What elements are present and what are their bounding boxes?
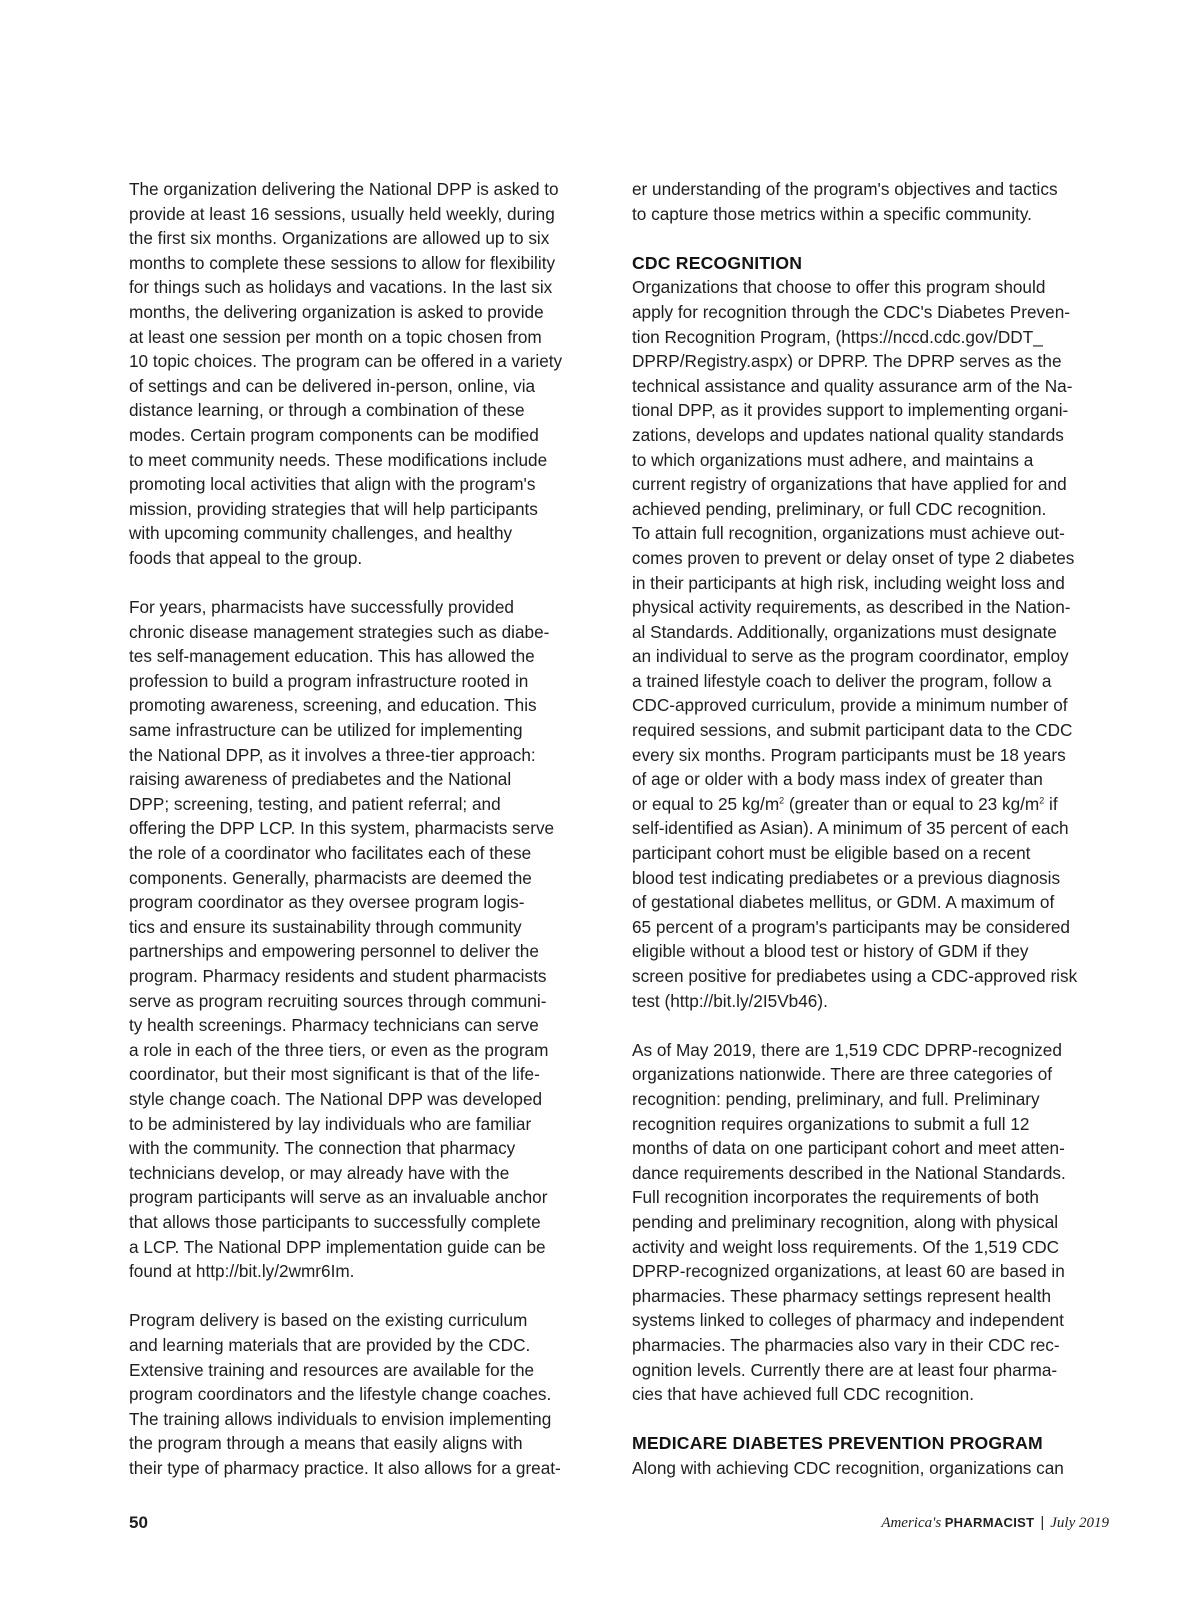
text-line: same infrastructure can be utilized for implementing (129, 720, 523, 741)
page-footer (129, 1513, 1109, 1539)
text-line: an individual to serve as the program coordinator, employ (632, 646, 1069, 667)
text-line: components. Generally, pharmacists are deemed the (129, 867, 532, 888)
text-line: profession to build a program infrastructure rooted in (129, 670, 529, 691)
text-line: tion Recognition Program, (https://nccd.cdc.gov/DDT_ (632, 326, 1043, 347)
text-line: to which organizations must adhere, and maintains a (632, 449, 1034, 470)
text-line: months of data on one participant cohort and meet atten- (632, 1138, 1065, 1159)
text-line: comes proven to prevent or delay onset of type 2 diabetes (632, 547, 1075, 568)
text-line: dance requirements described in the National Standards. (632, 1162, 1066, 1183)
text-line: months to complete these sessions to allow for flexibility (129, 252, 556, 273)
text-line: months, the delivering organization is asked to provide (129, 301, 544, 322)
text-line: For years, pharmacists have successfully provided (129, 597, 514, 618)
text-line: a LCP. The National DPP implementation guide can be (129, 1236, 546, 1257)
text-line: provide at least 16 sessions, usually held weekly, during (129, 203, 555, 224)
right-column (632, 177, 1100, 1480)
text-line: of settings and can be delivered in-person, online, via (129, 375, 536, 396)
text-line: pharmacies. The pharmacies also vary in their CDC rec- (632, 1334, 1060, 1355)
text-line: 10 topic choices. The program can be offered in a variety (129, 351, 563, 372)
heading-medicare-dpp: MEDICARE DIABETES PREVENTION PROGRAM (632, 1433, 1043, 1454)
text-line: systems linked to colleges of pharmacy and independent (632, 1310, 1064, 1331)
text-line: er understanding of the program's objectives and tactics (632, 179, 1058, 199)
left-column (129, 177, 597, 1480)
text-line: found at http://bit.ly/2wmr6Im. (129, 1261, 355, 1282)
text-line: blood test indicating prediabetes or a previous diagnosis (632, 867, 1061, 888)
text-line: to be administered by lay individuals who are familiar (129, 1113, 532, 1134)
text-line: participant cohort must be eligible based on a recent (632, 843, 1031, 864)
text-line: ty health screenings. Pharmacy technicians can serve (129, 1015, 539, 1036)
text-line: al Standards. Additionally, organizations must designate (632, 621, 1057, 642)
text-line: technical assistance and quality assurance arm of the Na- (632, 375, 1073, 396)
right-block-continuation (632, 177, 1100, 226)
text-line: modes. Certain program components can be modified (129, 424, 539, 445)
text-line: with the community. The connection that pharmacy (129, 1138, 516, 1159)
text-line: every six months. Program participants must be 18 years (632, 744, 1066, 765)
dprp-recognized-paragraph (632, 1038, 1100, 1407)
text-line: 65 percent of a program's participants may be considered (632, 916, 1070, 937)
text-line: Along with achieving CDC recognition, organizations can (632, 1457, 1064, 1478)
text-line: program coordinators and the lifestyle change coaches. (129, 1384, 552, 1405)
heading-cdc-recognition: CDC RECOGNITION (632, 252, 803, 273)
text-line: tional DPP, as it provides support to implementing organi- (632, 400, 1069, 421)
text-line: pending and preliminary recognition, along with physical (632, 1211, 1059, 1232)
text-line: to meet community needs. These modifications include (129, 449, 548, 470)
text-line: The training allows individuals to envision implementing (129, 1408, 552, 1429)
text-line: tes self-management education. This has allowed the (129, 646, 535, 667)
text-line: cies that have achieved full CDC recognition. (632, 1384, 975, 1405)
text-line: program coordinator as they oversee program logis- (129, 892, 525, 913)
text-line: CDC-approved curriculum, provide a minimum number of (632, 695, 1068, 716)
text-line: mission, providing strategies that will help participants (129, 498, 538, 519)
text-line: style change coach. The National DPP was developed (129, 1088, 543, 1109)
masthead-date: July 2019 (1050, 1515, 1109, 1531)
masthead-italic: America's (881, 1515, 942, 1531)
text-line: apply for recognition through the CDC's Diabetes Preven- (632, 301, 1070, 322)
text-line: and learning materials that are provided by the CDC. (129, 1334, 531, 1355)
bmi-line: or equal to 25 $kg/m^2$ (greater than or equal to 23 $kg/m^2$ if (632, 793, 1058, 814)
text-line: achieved pending, preliminary, or full CDC recognition. (632, 498, 1047, 519)
masthead-separator: | (1040, 1514, 1045, 1531)
text-line: in their participants at high risk, including weight loss and (632, 572, 1065, 593)
text-line: pharmacies. These pharmacy settings represent health (632, 1285, 1052, 1306)
text-line: required sessions, and submit participant data to the CDC (632, 720, 1073, 741)
cdc-recognition-text (632, 275, 1100, 791)
text-line: physical activity requirements, as described in the Nation- (632, 597, 1071, 618)
text-line: eligible without a blood test or history of GDM if they (632, 941, 1029, 962)
text-line: the National DPP, as it involves a three-tier approach: (129, 744, 536, 765)
text-line: that allows those participants to successfully complete (129, 1211, 541, 1232)
text-line: Extensive training and resources are available for the (129, 1359, 535, 1380)
text-line: recognition requires organizations to submit a full 12 (632, 1113, 1030, 1134)
text-line: To attain full recognition, organizations must achieve out- (632, 523, 1065, 544)
text-line: DPRP-recognized organizations, at least 60 are based in (632, 1261, 1065, 1282)
text-line: the program through a means that easily aligns with (129, 1433, 523, 1454)
text-line: of gestational diabetes mellitus, or GDM. A maximum of (632, 892, 1055, 913)
text-line: activity and weight loss requirements. Of the 1,519 CDC (632, 1236, 1060, 1257)
text-line: raising awareness of prediabetes and the National (129, 769, 512, 790)
text-line: chronic disease management strategies such as diabe- (129, 621, 550, 642)
text-line: with upcoming community challenges, and healthy (129, 523, 513, 544)
text-line: their type of pharmacy practice. It also allows for a great- (129, 1457, 561, 1478)
text-line: to capture those metrics within a specific community. (632, 203, 1032, 224)
text-line: test (http://bit.ly/2I5Vb46). (632, 990, 828, 1011)
text-line: The organization delivering the National DPP is asked to (129, 179, 559, 199)
text-line: technicians develop, or may already have with the (129, 1162, 510, 1183)
text-line: a role in each of the three tiers, or even as the program (129, 1039, 549, 1060)
text-line: promoting awareness, screening, and education. This (129, 695, 537, 716)
text-line: Organizations that choose to offer this program should (632, 277, 1046, 298)
text-line: program participants will serve as an invaluable anchor (129, 1187, 548, 1208)
text-line: offering the DPP LCP. In this system, pharmacists serve (129, 818, 555, 839)
text-line: organizations nationwide. There are three categories of (632, 1064, 1053, 1085)
text-line: ognition levels. Currently there are at least four pharma- (632, 1359, 1058, 1380)
text-line: a trained lifestyle coach to deliver the program, follow a (632, 670, 1052, 691)
text-line: DPRP/Registry.aspx) or DPRP. The DPRP serves as the (632, 351, 1062, 372)
text-line: DPP; screening, testing, and patient referral; and (129, 793, 501, 814)
cdc-recognition-text-cont (632, 816, 1100, 1013)
text-line: current registry of organizations that have applied for and (632, 474, 1067, 495)
text-line: coordinator, but their most significant is that of the life- (129, 1064, 540, 1085)
text-line: distance learning, or through a combination of these (129, 400, 525, 421)
masthead (881, 1514, 1109, 1532)
text-line: partnerships and empowering personnel to deliver the (129, 941, 539, 962)
text-line: the role of a coordinator who facilitates each of these (129, 843, 532, 864)
text-line: Full recognition incorporates the requirements of both (632, 1187, 1039, 1208)
text-line: tics and ensure its sustainability through community (129, 916, 522, 937)
masthead-brand: PHARMACIST (944, 1515, 1035, 1530)
text-line: for things such as holidays and vacations. In the last six (129, 277, 553, 298)
text-line: program. Pharmacy residents and student pharmacists (129, 966, 547, 986)
text-line: self-identified as Asian). A minimum of 35 percent of each (632, 818, 1069, 839)
text-line: Program delivery is based on the existing curriculum (129, 1310, 528, 1331)
page-number: 50 (129, 1513, 148, 1532)
text-line: promoting local activities that align with the program's (129, 474, 536, 495)
text-line: screen positive for prediabetes using a CDC-approved risk (632, 966, 1078, 986)
text-line: foods that appeal to the group. (129, 547, 363, 568)
text-line: of age or older with a body mass index of greater than (632, 769, 1043, 790)
text-line: serve as program recruiting sources through communi- (129, 990, 547, 1011)
text-line: at least one session per month on a topic chosen from (129, 326, 542, 347)
text-line: recognition: pending, preliminary, and full. Preliminary (632, 1088, 1040, 1109)
text-line: the first six months. Organizations are allowed up to six (129, 228, 550, 249)
text-line: As of May 2019, there are 1,519 CDC DPRP-recognized (632, 1039, 1062, 1060)
text-line: zations, develops and updates national quality standards (632, 424, 1064, 445)
medicare-text (632, 1456, 1100, 1481)
